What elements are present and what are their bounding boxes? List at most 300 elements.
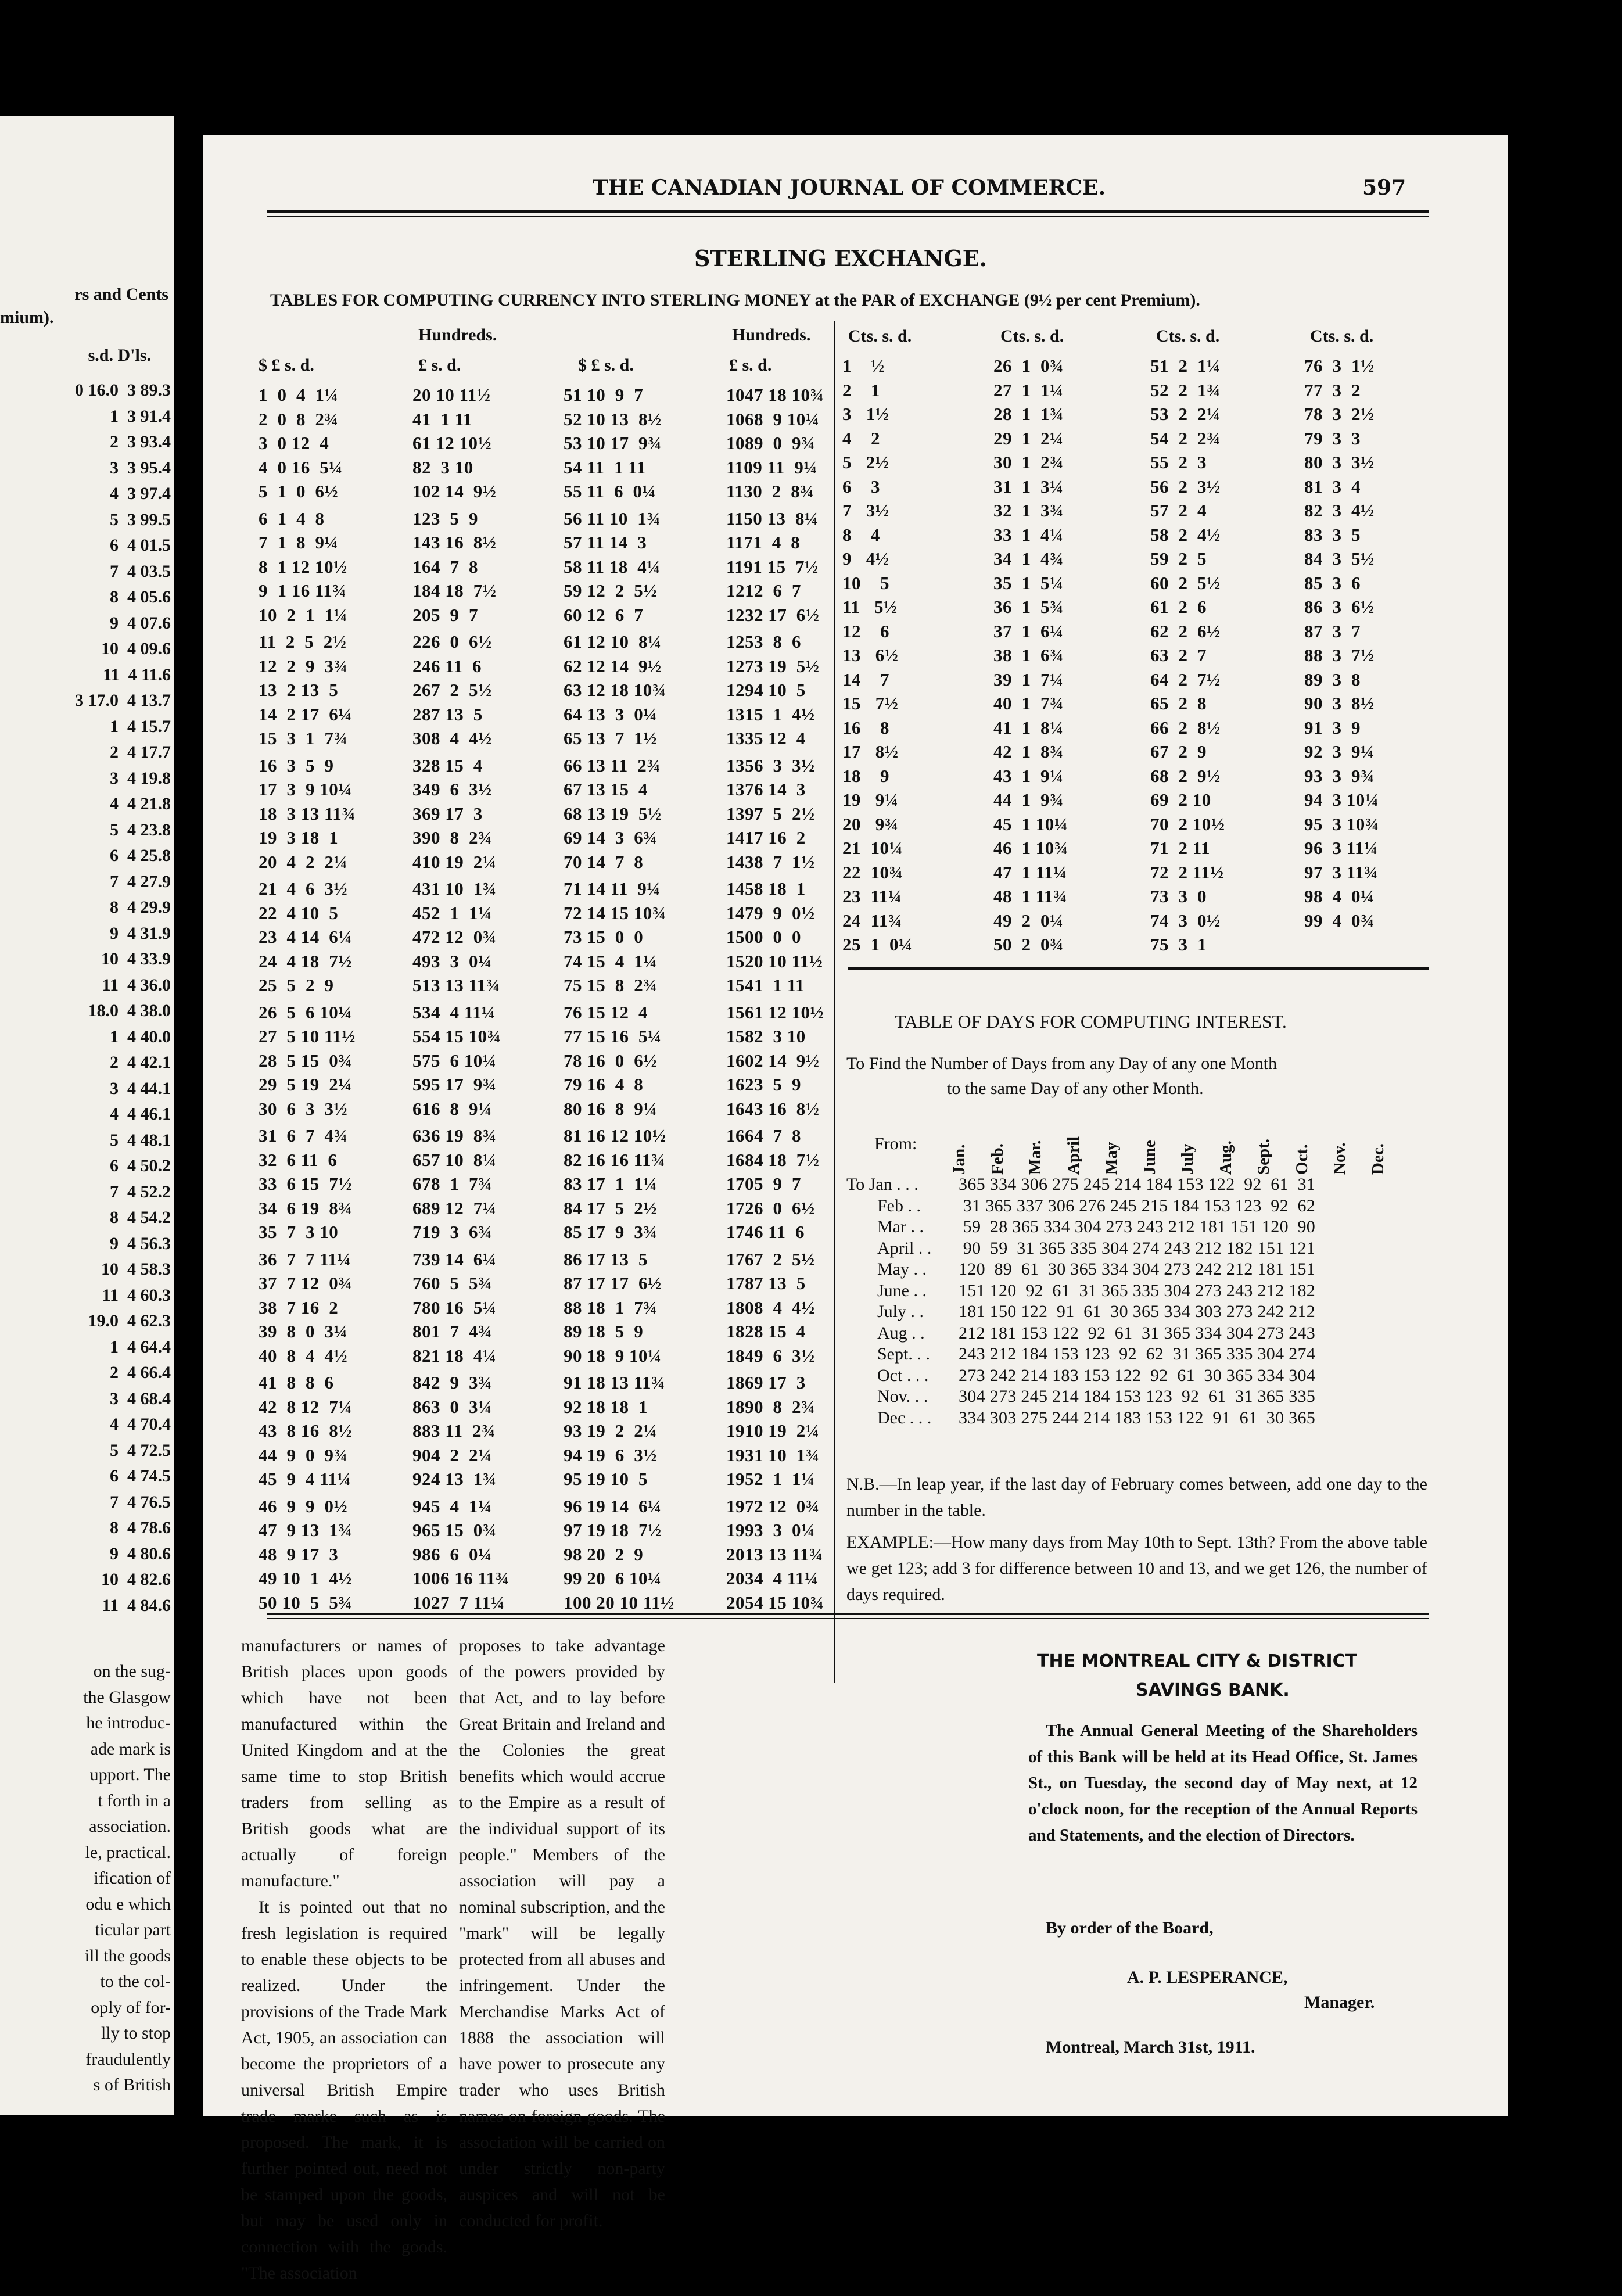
currency-row: 1171 4 8 bbox=[726, 532, 801, 553]
currency-row: 85 17 9 3¾ bbox=[564, 1222, 657, 1242]
days-row-values: 273 242 214 183 153 122 92 61 30 365 334 304 bbox=[959, 1365, 1316, 1385]
cents-row: 23 11¼ bbox=[842, 886, 902, 906]
currency-row: 88 18 1 7¾ bbox=[564, 1297, 657, 1318]
cents-row: 64 2 7½ bbox=[1150, 669, 1221, 690]
currency-row: 41 8 8 6 bbox=[259, 1372, 334, 1393]
cents-row: 51 2 1¼ bbox=[1150, 356, 1221, 376]
facing-row: 3 17.0 4 13.7 bbox=[75, 691, 171, 710]
cents-row: 16 8 bbox=[842, 717, 889, 738]
currency-row: 58 11 18 4¼ bbox=[564, 556, 661, 577]
cents-row: 92 3 9¼ bbox=[1304, 741, 1375, 762]
facing-text-line: fraudulently bbox=[85, 2049, 171, 2069]
currency-row: 2054 15 10¾ bbox=[726, 1592, 824, 1613]
cents-row: 21 10¼ bbox=[842, 838, 903, 858]
cents-row: 52 2 1¾ bbox=[1150, 379, 1221, 400]
currency-row: 1191 15 7½ bbox=[726, 556, 819, 577]
currency-group-b bbox=[412, 385, 569, 1651]
cents-row: 78 3 2½ bbox=[1304, 404, 1375, 424]
days-row-label: Sept. . . bbox=[877, 1344, 930, 1364]
cents-row: 38 1 6¾ bbox=[993, 645, 1064, 665]
days-row-values: 31 365 337 306 276 245 215 184 153 123 92 62 bbox=[959, 1196, 1316, 1215]
currency-row: 17 3 9 10¼ bbox=[259, 779, 352, 799]
currency-row: 49 10 1 4½ bbox=[259, 1568, 352, 1588]
currency-row: 59 12 2 5½ bbox=[564, 580, 657, 601]
currency-row: 31 6 7 4¾ bbox=[259, 1125, 348, 1146]
currency-row: 13 2 13 5 bbox=[259, 680, 339, 700]
cents-col-4 bbox=[1304, 356, 1449, 1088]
currency-row: 1684 18 7½ bbox=[726, 1149, 820, 1170]
cents-row: 56 2 3½ bbox=[1150, 476, 1221, 497]
currency-row: 1376 14 3 bbox=[726, 779, 806, 799]
currency-row: 70 14 7 8 bbox=[564, 851, 644, 872]
cents-row: 65 2 8 bbox=[1150, 693, 1207, 713]
cents-row: 6 3 bbox=[842, 476, 880, 497]
cents-row: 95 3 10¾ bbox=[1304, 813, 1379, 834]
currency-row: 1458 18 1 bbox=[726, 878, 806, 899]
days-row-label: Mar . . bbox=[877, 1217, 924, 1236]
currency-row: 390 8 2¾ bbox=[412, 827, 492, 848]
currency-row: 21 4 6 3½ bbox=[259, 878, 348, 899]
cents-row: 18 9 bbox=[842, 765, 889, 786]
currency-row: 431 10 1¾ bbox=[412, 878, 497, 899]
cents-row: 63 2 7 bbox=[1150, 645, 1207, 665]
cents-row: 42 1 8¾ bbox=[993, 741, 1064, 762]
facing-row: 9 4 31.9 bbox=[110, 923, 171, 943]
currency-row: 1253 8 6 bbox=[726, 632, 801, 652]
currency-row: 2013 13 11¾ bbox=[726, 1544, 823, 1565]
currency-row: 57 11 14 3 bbox=[564, 532, 647, 553]
currency-row: 96 19 14 6¼ bbox=[564, 1495, 662, 1516]
currency-row: 81 16 12 10½ bbox=[564, 1125, 666, 1146]
currency-row: 100 20 10 11½ bbox=[564, 1592, 674, 1613]
facing-text-line: on the sug- bbox=[93, 1662, 171, 1681]
currency-row: 863 0 3¼ bbox=[412, 1396, 492, 1417]
currency-row: 45 9 4 11¼ bbox=[259, 1469, 351, 1489]
cents-row: 54 2 2¾ bbox=[1150, 428, 1221, 449]
currency-row: 53 10 17 9¾ bbox=[564, 433, 662, 453]
cents-row: 72 2 11½ bbox=[1150, 862, 1224, 882]
days-row-label: June . . bbox=[877, 1280, 927, 1300]
cents-row: 75 3 1 bbox=[1150, 934, 1207, 955]
facing-row: 9 4 56.3 bbox=[110, 1233, 171, 1253]
days-month-header: Aug. bbox=[1216, 1140, 1235, 1175]
cents-row: 7 3½ bbox=[842, 500, 889, 521]
currency-row: 1027 7 11¼ bbox=[412, 1592, 505, 1613]
currency-row: 657 10 8¼ bbox=[412, 1149, 497, 1170]
currency-row: 62 12 14 9½ bbox=[564, 655, 662, 676]
currency-row: 1089 0 9¾ bbox=[726, 433, 815, 453]
currency-row: 69 14 3 6¾ bbox=[564, 827, 657, 848]
cents-row: 1 ½ bbox=[842, 356, 885, 376]
currency-row: 68 13 19 5½ bbox=[564, 803, 662, 824]
currency-row: 2 0 8 2¾ bbox=[259, 408, 339, 429]
currency-row: 10 2 1 1¼ bbox=[259, 604, 348, 625]
currency-row: 56 11 10 1¾ bbox=[564, 508, 661, 529]
currency-row: 1828 15 4 bbox=[726, 1321, 806, 1341]
currency-row: 1993 3 0¼ bbox=[726, 1520, 815, 1540]
facing-row: 7 4 76.5 bbox=[110, 1492, 171, 1512]
facing-row: 10 4 33.9 bbox=[101, 949, 171, 968]
cents-row: 22 10¾ bbox=[842, 862, 903, 882]
cents-row: 46 1 10¾ bbox=[993, 838, 1068, 858]
facing-heading-1: rs and Cents bbox=[74, 285, 168, 304]
cents-row: 29 1 2¼ bbox=[993, 428, 1064, 449]
currency-row: 50 10 5 5¾ bbox=[259, 1592, 352, 1613]
col-labels-d: £ s. d. bbox=[729, 356, 772, 375]
facing-text-line: ill the goods bbox=[84, 1946, 171, 1965]
days-row-values: 181 150 122 91 61 30 365 334 303 273 242 212 bbox=[959, 1302, 1316, 1321]
currency-row: 74 15 4 1¼ bbox=[564, 950, 657, 971]
currency-row: 739 14 6¼ bbox=[412, 1249, 497, 1269]
currency-row: 1294 10 5 bbox=[726, 680, 806, 700]
days-month-header: April bbox=[1064, 1136, 1083, 1175]
cents-row: 37 1 6¼ bbox=[993, 620, 1064, 641]
cents-row: 35 1 5¼ bbox=[993, 572, 1064, 593]
cents-row: 53 2 2¼ bbox=[1150, 404, 1221, 424]
cents-col-3 bbox=[1150, 356, 1296, 1088]
currency-row: 1109 11 9¼ bbox=[726, 457, 818, 478]
cents-header-1: Cts. s. d. bbox=[848, 327, 912, 346]
currency-row: 801 7 4¾ bbox=[412, 1321, 492, 1341]
days-row-values: 151 120 92 61 31 365 335 304 273 243 212 182 bbox=[959, 1280, 1316, 1300]
cents-row: 10 5 bbox=[842, 572, 889, 593]
days-row-values: 212 181 153 122 92 61 31 365 334 304 273 243 bbox=[959, 1323, 1316, 1343]
currency-row: 61 12 10½ bbox=[412, 433, 492, 453]
currency-row: 1623 5 9 bbox=[726, 1074, 801, 1095]
currency-row: 15 3 1 7¾ bbox=[259, 728, 348, 748]
cents-row: 62 2 6½ bbox=[1150, 620, 1221, 641]
days-row-values: 304 273 245 214 184 153 123 92 61 31 365 335 bbox=[959, 1387, 1316, 1406]
currency-row: 40 8 4 4½ bbox=[259, 1345, 348, 1366]
currency-row: 1767 2 5½ bbox=[726, 1249, 815, 1269]
facing-page bbox=[0, 116, 174, 2115]
currency-row: 205 9 7 bbox=[412, 604, 478, 625]
currency-row: 34 6 19 8¾ bbox=[259, 1197, 352, 1218]
facing-row: 2 4 17.7 bbox=[110, 742, 171, 762]
currency-row: 8 1 12 10½ bbox=[259, 556, 347, 577]
currency-row: 452 1 1¼ bbox=[412, 902, 492, 923]
notice-body: The Annual General Meeting of the Shareholders of this Bank will be held at its Head Office, St. James St., on Tuesday, the second day of May next, at 12 o'clock noon, for the reception of the Annual Reports and Statements, and the election of Directors. bbox=[1028, 1721, 1418, 1845]
days-subtitle-1: To Find the Number of Days from any Day of any one Month bbox=[846, 1054, 1277, 1073]
currency-row: 94 19 6 3½ bbox=[564, 1444, 657, 1465]
facing-row: 10 4 09.6 bbox=[101, 639, 171, 658]
currency-row: 616 8 9¼ bbox=[412, 1098, 492, 1119]
currency-row: 965 15 0¾ bbox=[412, 1520, 497, 1540]
cents-row: 89 3 8 bbox=[1304, 669, 1361, 690]
cents-row: 24 11¾ bbox=[842, 910, 902, 931]
currency-row: 80 16 8 9¼ bbox=[564, 1098, 657, 1119]
column-divider bbox=[834, 321, 835, 1683]
facing-row: 5 3 99.5 bbox=[110, 510, 171, 529]
cents-row: 39 1 7¼ bbox=[993, 669, 1064, 690]
currency-row: 20 4 2 2¼ bbox=[259, 851, 348, 872]
section-title: STERLING EXCHANGE. bbox=[694, 245, 987, 271]
currency-row: 678 1 7¾ bbox=[412, 1174, 492, 1194]
currency-row: 1520 10 11½ bbox=[726, 950, 823, 971]
cents-row: 3 1½ bbox=[842, 404, 889, 424]
cents-row: 2 1 bbox=[842, 379, 880, 400]
currency-row: 1397 5 2½ bbox=[726, 803, 815, 824]
facing-text-line: to the col- bbox=[100, 1972, 171, 1991]
cents-row: 81 3 4 bbox=[1304, 476, 1361, 497]
days-title: TABLE OF DAYS FOR COMPUTING INTEREST. bbox=[895, 1011, 1287, 1032]
cents-row: 40 1 7¾ bbox=[993, 693, 1064, 713]
facing-text-line: s of British bbox=[93, 2075, 171, 2094]
currency-row: 89 18 5 9 bbox=[564, 1321, 644, 1341]
currency-row: 3 0 12 4 bbox=[259, 433, 329, 453]
currency-row: 1602 14 9½ bbox=[726, 1050, 820, 1071]
facing-row: 4 3 97.4 bbox=[110, 484, 171, 503]
currency-row: 689 12 7¼ bbox=[412, 1197, 497, 1218]
hundreds-label-1: Hundreds. bbox=[418, 325, 497, 345]
facing-row: 3 4 68.4 bbox=[110, 1389, 171, 1408]
currency-row: 123 5 9 bbox=[412, 508, 478, 529]
cents-row: 17 8½ bbox=[842, 741, 899, 762]
cents-row: 73 3 0 bbox=[1150, 886, 1207, 906]
currency-row: 349 6 3½ bbox=[412, 779, 492, 799]
cents-row: 58 2 4½ bbox=[1150, 524, 1221, 545]
facing-row: 19.0 4 62.3 bbox=[88, 1311, 171, 1330]
cents-row: 94 3 10¼ bbox=[1304, 790, 1379, 810]
days-month-header: July bbox=[1178, 1143, 1197, 1175]
currency-row: 83 17 1 1¼ bbox=[564, 1174, 657, 1194]
currency-row: 636 19 8¾ bbox=[412, 1125, 497, 1146]
currency-row: 54 11 1 11 bbox=[564, 457, 646, 478]
cents-row: 20 9¾ bbox=[842, 813, 899, 834]
cents-row: 74 3 0½ bbox=[1150, 910, 1221, 931]
currency-row: 1006 16 11¾ bbox=[412, 1568, 509, 1588]
facing-row: 4 4 70.4 bbox=[110, 1415, 171, 1434]
facing-row: 9 4 80.6 bbox=[110, 1544, 171, 1563]
facing-row: 6 4 01.5 bbox=[110, 536, 171, 555]
currency-row: 44 9 0 9¾ bbox=[259, 1444, 348, 1465]
currency-row: 1047 18 10¾ bbox=[726, 385, 824, 405]
currency-row: 1541 1 11 bbox=[726, 975, 805, 995]
cents-row: 67 2 9 bbox=[1150, 741, 1207, 762]
facing-text-line: lly to stop bbox=[101, 2024, 171, 2043]
cents-row: 34 1 4¾ bbox=[993, 548, 1064, 569]
currency-row: 20 10 11½ bbox=[412, 385, 491, 405]
facing-row: 1 4 64.4 bbox=[110, 1337, 171, 1357]
days-month-header: June bbox=[1140, 1140, 1159, 1175]
facing-col-header: s.d. D'ls. bbox=[88, 346, 151, 365]
currency-table-title: TABLES FOR COMPUTING CURRENCY INTO STERLING MONEY at the PAR of EXCHANGE (9½ per cent Premium). bbox=[270, 290, 1200, 310]
facing-row: 10 4 82.6 bbox=[101, 1570, 171, 1589]
currency-row: 95 19 10 5 bbox=[564, 1469, 648, 1489]
currency-row: 86 17 13 5 bbox=[564, 1249, 648, 1269]
days-row-values: 334 303 275 244 214 183 153 122 91 61 30 365 bbox=[959, 1408, 1316, 1427]
currency-row: 1068 9 10¼ bbox=[726, 408, 820, 429]
facing-text-line: ticular part bbox=[95, 1920, 171, 1939]
currency-row: 87 17 17 6½ bbox=[564, 1273, 662, 1293]
currency-row: 16 3 5 9 bbox=[259, 755, 334, 776]
currency-row: 267 2 5½ bbox=[412, 680, 492, 700]
article-col-1 bbox=[241, 1633, 447, 2286]
currency-row: 47 9 13 1¾ bbox=[259, 1520, 352, 1540]
currency-row: 1849 6 3½ bbox=[726, 1345, 815, 1366]
days-month-header: Feb. bbox=[988, 1143, 1007, 1175]
currency-row: 32 6 11 6 bbox=[259, 1149, 338, 1170]
currency-row: 1746 11 6 bbox=[726, 1222, 805, 1242]
facing-text-line: association. bbox=[89, 1817, 171, 1836]
currency-row: 72 14 15 10¾ bbox=[564, 902, 666, 923]
currency-row: 99 20 6 10¼ bbox=[564, 1568, 662, 1588]
facing-row: 1 3 91.4 bbox=[110, 406, 171, 426]
currency-row: 7 1 8 9¼ bbox=[259, 532, 339, 553]
days-row-label: Nov. . . bbox=[877, 1387, 928, 1406]
cents-row: 9 4½ bbox=[842, 548, 889, 569]
currency-row: 842 9 3¾ bbox=[412, 1372, 492, 1393]
facing-row: 11 4 11.6 bbox=[103, 665, 171, 684]
currency-row: 1664 7 8 bbox=[726, 1125, 801, 1146]
cents-row: 70 2 10½ bbox=[1150, 813, 1225, 834]
article-rule-2 bbox=[267, 1618, 1429, 1619]
facing-row: 9 4 07.6 bbox=[110, 613, 171, 633]
cents-row: 71 2 11 bbox=[1150, 838, 1211, 858]
cents-row: 83 3 5 bbox=[1304, 524, 1361, 545]
notice-by-order: By order of the Board, bbox=[1046, 1918, 1214, 1938]
currency-row: 1500 0 0 bbox=[726, 927, 801, 947]
cents-rule bbox=[848, 967, 1429, 970]
currency-row: 71 14 11 9¼ bbox=[564, 878, 661, 899]
notice-title-1: THE MONTREAL CITY & DISTRICT bbox=[1037, 1651, 1358, 1671]
currency-row: 1335 12 4 bbox=[726, 728, 806, 748]
facing-text-line: oply of for- bbox=[91, 1997, 171, 2017]
currency-row: 2034 4 11¼ bbox=[726, 1568, 819, 1588]
days-row-values: 120 89 61 30 365 334 304 273 242 212 181 151 bbox=[959, 1260, 1316, 1279]
col-labels-a: $ £ s. d. bbox=[259, 356, 314, 375]
cents-row: 61 2 6 bbox=[1150, 597, 1207, 617]
facing-row: 5 4 48.1 bbox=[110, 1130, 171, 1150]
currency-row: 41 1 11 bbox=[412, 408, 473, 429]
days-note: N.B.—In leap year, if the last day of February comes between, add one day to the number in the table. bbox=[846, 1475, 1427, 1520]
currency-row: 36 7 7 11¼ bbox=[259, 1249, 351, 1269]
facing-row: 1 4 40.0 bbox=[110, 1027, 171, 1046]
cents-row: 49 2 0¼ bbox=[993, 910, 1064, 931]
facing-heading-2: mium). bbox=[0, 308, 54, 327]
cents-row: 82 3 4½ bbox=[1304, 500, 1375, 521]
facing-text-line: t forth in a bbox=[98, 1791, 171, 1810]
days-row-label: Feb . . bbox=[877, 1196, 921, 1215]
cents-row: 87 3 7 bbox=[1304, 620, 1361, 641]
currency-row: 19 3 18 1 bbox=[259, 827, 339, 848]
cents-row: 99 4 0¾ bbox=[1304, 910, 1375, 931]
currency-group-c bbox=[564, 385, 720, 1651]
hundreds-label-2: Hundreds. bbox=[732, 325, 811, 345]
currency-row: 924 13 1¾ bbox=[412, 1469, 497, 1489]
cents-row: 41 1 8¼ bbox=[993, 717, 1064, 738]
currency-row: 66 13 11 2¾ bbox=[564, 755, 661, 776]
currency-row: 52 10 13 8½ bbox=[564, 408, 662, 429]
days-month-header: May bbox=[1102, 1142, 1121, 1175]
cents-row: 4 2 bbox=[842, 428, 880, 449]
currency-row: 1952 1 1¼ bbox=[726, 1469, 815, 1489]
currency-row: 1150 13 8¼ bbox=[726, 508, 819, 529]
cents-row: 59 2 5 bbox=[1150, 548, 1207, 569]
currency-row: 37 7 12 0¾ bbox=[259, 1273, 352, 1293]
facing-row: 8 4 78.6 bbox=[110, 1518, 171, 1537]
days-row-label: May . . bbox=[877, 1260, 927, 1279]
days-row-values: 365 334 306 275 245 214 184 153 122 92 61 31 bbox=[959, 1175, 1316, 1194]
facing-row: 0 16.0 3 89.3 bbox=[75, 381, 171, 400]
cents-row: 47 1 11¼ bbox=[993, 862, 1067, 882]
cents-header-2: Cts. s. d. bbox=[1000, 327, 1064, 346]
cents-row: 55 2 3 bbox=[1150, 452, 1207, 472]
currency-row: 945 4 1¼ bbox=[412, 1495, 492, 1516]
currency-row: 1808 4 4½ bbox=[726, 1297, 815, 1318]
days-month-header: Dec. bbox=[1368, 1143, 1387, 1175]
currency-row: 51 10 9 7 bbox=[564, 385, 644, 405]
currency-row: 30 6 3 3½ bbox=[259, 1098, 348, 1119]
cents-row: 80 3 3½ bbox=[1304, 452, 1375, 472]
cents-header-3: Cts. s. d. bbox=[1156, 327, 1220, 346]
currency-row: 76 15 12 4 bbox=[564, 1002, 648, 1023]
facing-text-line: upport. The bbox=[89, 1765, 171, 1784]
currency-row: 883 11 2¾ bbox=[412, 1420, 496, 1441]
cents-row: 48 1 11¾ bbox=[993, 886, 1067, 906]
facing-text-line: odu e which bbox=[85, 1894, 171, 1914]
currency-row: 26 5 6 10¼ bbox=[259, 1002, 352, 1023]
currency-row: 143 16 8½ bbox=[412, 532, 497, 553]
currency-row: 102 14 9½ bbox=[412, 481, 497, 501]
cents-row: 30 1 2¾ bbox=[993, 452, 1064, 472]
cents-row: 69 2 10 bbox=[1150, 790, 1211, 810]
days-example: EXAMPLE:—How many days from May 10th to Sept. 13th? From the above table we get 123; add 3 for difference between 10 and 13, and we get 126, the number of days required. bbox=[846, 1533, 1427, 1604]
facing-row: 18.0 4 38.0 bbox=[88, 1001, 171, 1020]
cents-row: 86 3 6½ bbox=[1304, 597, 1375, 617]
currency-row: 1356 3 3½ bbox=[726, 755, 815, 776]
facing-row: 4 4 46.1 bbox=[110, 1104, 171, 1124]
days-row-label: April . . bbox=[877, 1238, 932, 1258]
currency-row: 1479 9 0½ bbox=[726, 902, 815, 923]
cents-row: 57 2 4 bbox=[1150, 500, 1207, 521]
running-header: THE CANADIAN JOURNAL OF COMMERCE. bbox=[593, 175, 1106, 200]
currency-row: 55 11 6 0¼ bbox=[564, 481, 656, 501]
currency-row: 1787 13 5 bbox=[726, 1273, 806, 1293]
currency-row: 595 17 9¾ bbox=[412, 1074, 497, 1095]
currency-row: 821 18 4¼ bbox=[412, 1345, 497, 1366]
cents-row: 93 3 9¾ bbox=[1304, 765, 1375, 786]
notice-role: Manager. bbox=[1304, 1993, 1375, 2012]
currency-row: 24 4 18 7½ bbox=[259, 950, 352, 971]
cents-header-4: Cts. s. d. bbox=[1310, 327, 1374, 346]
facing-text-line: the Glasgow bbox=[83, 1687, 171, 1707]
facing-text-line: he introduc- bbox=[86, 1713, 171, 1732]
cents-row: 91 3 9 bbox=[1304, 717, 1361, 738]
facing-row: 3 3 95.4 bbox=[110, 458, 171, 478]
currency-row: 63 12 18 10¾ bbox=[564, 680, 666, 700]
page-number: 597 bbox=[1362, 175, 1406, 200]
currency-row: 23 4 14 6¼ bbox=[259, 927, 352, 947]
cents-row: 66 2 8½ bbox=[1150, 717, 1221, 738]
facing-row: 7 4 52.2 bbox=[110, 1182, 171, 1201]
currency-row: 1972 12 0¾ bbox=[726, 1495, 820, 1516]
cents-row: 13 6½ bbox=[842, 645, 899, 665]
header-rule bbox=[267, 210, 1429, 213]
currency-row: 82 3 10 bbox=[412, 457, 473, 478]
days-row-values: 59 28 365 334 304 273 243 212 181 151 120 90 bbox=[959, 1217, 1316, 1236]
cents-col-1 bbox=[842, 356, 988, 1088]
days-row-label: Aug . . bbox=[877, 1323, 925, 1343]
cents-row: 8 4 bbox=[842, 524, 880, 545]
currency-row: 760 5 5¾ bbox=[412, 1273, 492, 1293]
days-row-values: 243 212 184 153 123 92 62 31 365 335 304 274 bbox=[959, 1344, 1316, 1364]
currency-row: 472 12 0¾ bbox=[412, 927, 497, 947]
currency-row: 65 13 7 1½ bbox=[564, 728, 657, 748]
currency-row: 226 0 6½ bbox=[412, 632, 492, 652]
currency-row: 29 5 19 2¼ bbox=[259, 1074, 352, 1095]
currency-row: 42 8 12 7¼ bbox=[259, 1396, 352, 1417]
